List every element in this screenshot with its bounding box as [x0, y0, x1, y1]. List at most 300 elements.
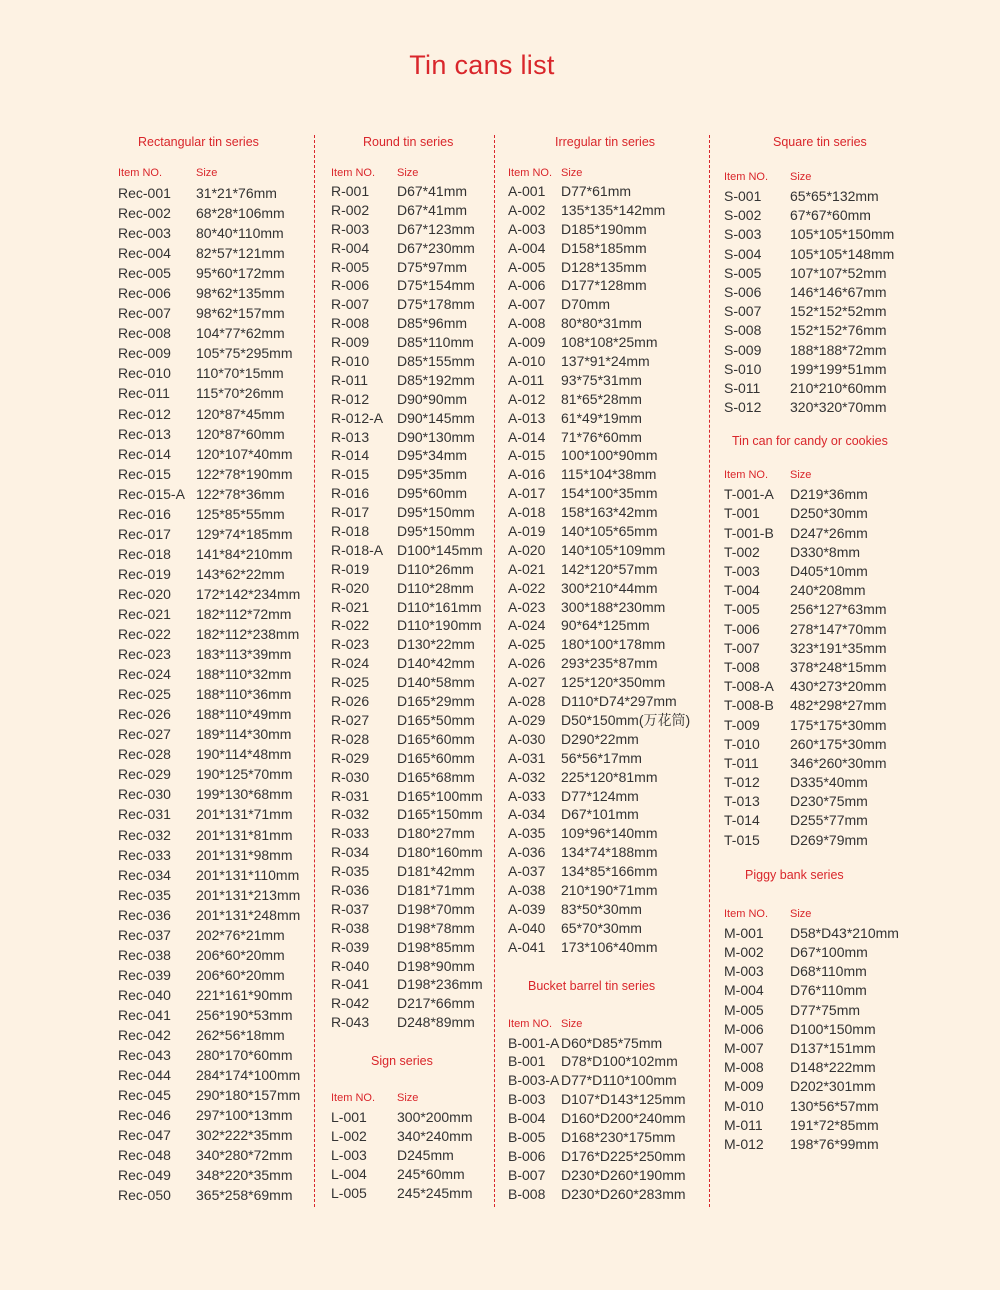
table-row	[118, 1065, 300, 1085]
table-row	[118, 584, 300, 604]
table-row	[118, 865, 300, 885]
table-row	[508, 843, 690, 862]
item-size: 482*298*27mm	[790, 697, 887, 714]
item-size: D255*77mm	[790, 812, 868, 829]
item-number: M-008	[724, 1059, 764, 1076]
item-size: 201*131*71mm	[196, 806, 293, 823]
item-number: R-037	[331, 900, 370, 917]
item-number: M-012	[724, 1135, 764, 1152]
table-row	[508, 824, 690, 843]
table-header	[508, 1018, 690, 1032]
section-title: Bucket barrel tin series	[528, 978, 656, 993]
item-number: R-039	[331, 938, 370, 955]
item-size: 365*258*69mm	[196, 1187, 293, 1204]
round-tin-series	[331, 135, 483, 1032]
item-size: 190*125*70mm	[196, 766, 293, 783]
item-size: D290*22mm	[561, 730, 639, 747]
section-title: Irregular tin series	[555, 135, 656, 149]
header-item-no: Item NO.	[724, 469, 769, 482]
item-size: 105*105*148mm	[790, 245, 895, 262]
item-number: R-025	[331, 674, 370, 691]
item-number: A-033	[508, 787, 546, 804]
table-row	[331, 371, 483, 390]
item-size: 135*135*142mm	[561, 201, 666, 218]
table-row	[331, 428, 483, 447]
item-size: 158*163*42mm	[561, 504, 658, 521]
item-size: D181*42mm	[397, 863, 475, 880]
table-row	[724, 677, 899, 696]
item-number: Rec-040	[118, 986, 171, 1003]
item-number: A-029	[508, 711, 546, 728]
column-divider	[709, 135, 710, 1207]
table-row	[331, 843, 483, 862]
table-row	[724, 735, 899, 754]
item-size: 175*175*30mm	[790, 716, 887, 733]
table-row	[724, 1077, 899, 1096]
item-number: A-039	[508, 900, 546, 917]
item-size: D110*28mm	[397, 579, 474, 596]
item-size: 245*60mm	[397, 1165, 465, 1182]
item-number: S-010	[724, 360, 762, 377]
table-row	[724, 581, 899, 600]
item-size: 93*75*31mm	[561, 371, 642, 388]
table-row	[508, 276, 690, 295]
table-row	[118, 444, 300, 464]
item-number: B-007	[508, 1166, 546, 1183]
item-size: D67*100mm	[790, 944, 868, 960]
item-number: Rec-042	[118, 1026, 171, 1043]
item-size: D77*D110*100mm	[561, 1072, 677, 1089]
item-size: D90*90mm	[397, 390, 468, 407]
table-row	[331, 1108, 483, 1127]
item-size: D198*70mm	[397, 900, 475, 917]
table-row	[118, 203, 300, 223]
table-row	[331, 919, 483, 938]
item-number: S-009	[724, 341, 762, 358]
item-size: D68*110mm	[790, 963, 867, 980]
item-number: A-030	[508, 730, 546, 747]
item-size: 68*28*106mm	[196, 205, 285, 222]
item-number: T-008-B	[724, 697, 774, 714]
item-number: A-031	[508, 749, 546, 766]
item-size: D78*D100*102mm	[561, 1053, 678, 1070]
item-number: Rec-010	[118, 365, 171, 382]
table-row	[118, 804, 300, 824]
table-row	[508, 635, 690, 654]
item-number: R-031	[331, 787, 370, 804]
square-tin-series	[724, 135, 899, 417]
table-row	[724, 773, 899, 792]
table-row	[118, 965, 300, 985]
table-row	[331, 692, 483, 711]
item-number: B-003-A	[508, 1072, 560, 1089]
item-number: S-005	[724, 264, 762, 281]
item-size: 284*174*100mm	[196, 1067, 301, 1084]
table-row	[508, 673, 690, 692]
table-row	[724, 754, 899, 773]
item-size: 198*76*99mm	[790, 1135, 879, 1152]
item-size: 154*100*35mm	[561, 485, 658, 502]
item-number: A-028	[508, 693, 546, 710]
item-size: D70mm	[561, 296, 611, 313]
item-size: 201*131*110mm	[196, 866, 300, 883]
column-divider	[494, 135, 495, 1207]
item-number: M-004	[724, 982, 764, 999]
item-size: 80*40*110mm	[196, 225, 284, 242]
table-row	[118, 684, 300, 704]
item-number: Rec-039	[118, 966, 171, 983]
item-number: Rec-048	[118, 1147, 171, 1164]
item-size: D219*36mm	[790, 486, 868, 503]
item-size: D198*85mm	[397, 938, 475, 955]
table-header	[508, 167, 690, 181]
table-row	[508, 1071, 690, 1090]
item-size: 152*152*52mm	[790, 303, 887, 320]
item-size: 125*85*55mm	[196, 505, 285, 522]
table-row	[508, 409, 690, 428]
item-size: D50*150mm(万花筒)	[561, 711, 691, 728]
item-size: D198*236mm	[397, 976, 483, 993]
item-size: 31*21*76mm	[196, 185, 277, 201]
item-number: A-027	[508, 674, 546, 691]
item-number: Rec-020	[118, 585, 171, 602]
column-round	[331, 135, 483, 1203]
item-number: Rec-033	[118, 846, 171, 863]
item-number: Rec-022	[118, 626, 171, 643]
item-size: D77*75mm	[790, 1001, 861, 1018]
table-row	[508, 616, 690, 635]
item-size: D67*41mm	[397, 201, 468, 218]
table-row	[508, 390, 690, 409]
table-row	[724, 562, 899, 581]
item-size: D110*161mm	[397, 598, 482, 615]
item-number: L-005	[331, 1184, 367, 1201]
item-number: Rec-015-A	[118, 485, 185, 502]
item-number: R-022	[331, 617, 370, 634]
item-size: 83*50*30mm	[561, 900, 642, 917]
column-divider	[314, 135, 315, 1207]
item-size: 137*91*24mm	[561, 353, 650, 370]
table-row	[508, 654, 690, 673]
item-number: S-007	[724, 303, 762, 320]
piggy-bank-series	[724, 868, 899, 1154]
table-row	[724, 639, 899, 658]
item-size: 143*62*22mm	[196, 565, 285, 582]
item-size: 378*248*15mm	[790, 658, 887, 675]
table-row	[508, 730, 690, 749]
table-row	[118, 343, 300, 363]
table-row	[331, 673, 483, 692]
item-size: 201*131*81mm	[196, 826, 293, 843]
table-row	[508, 352, 690, 371]
item-size: 65*70*30mm	[561, 919, 642, 936]
section-title: Tin can for candy or cookies	[732, 434, 888, 449]
item-size: D85*155mm	[397, 353, 475, 370]
table-row	[508, 484, 690, 503]
item-size: D128*135mm	[561, 258, 647, 275]
item-number: R-036	[331, 881, 370, 898]
table-row	[118, 1165, 300, 1185]
table-row	[508, 787, 690, 806]
table-row	[724, 1039, 899, 1058]
item-number: A-004	[508, 239, 546, 256]
table-row	[331, 787, 483, 806]
item-size: 81*65*28mm	[561, 390, 642, 407]
item-number: T-014	[724, 812, 760, 829]
item-size: D58*D43*210mm	[790, 924, 899, 941]
table-row	[118, 1025, 300, 1045]
item-number: M-011	[724, 1116, 763, 1133]
item-number: R-015	[331, 466, 370, 483]
item-size: D76*110mm	[790, 982, 867, 999]
table-row	[508, 314, 690, 333]
item-size: D95*150mm	[397, 523, 475, 540]
item-size: 104*77*62mm	[196, 325, 285, 342]
table-row	[118, 484, 300, 504]
table-row	[508, 220, 690, 239]
item-number: R-017	[331, 504, 370, 521]
item-number: T-003	[724, 563, 760, 579]
item-size: D250*30mm	[790, 505, 868, 522]
item-number: A-014	[508, 428, 546, 445]
item-number: M-009	[724, 1078, 764, 1095]
item-size: 201*131*213mm	[196, 886, 301, 903]
item-number: A-038	[508, 881, 546, 898]
item-number: A-022	[508, 579, 546, 596]
table-row	[508, 446, 690, 465]
table-row	[118, 524, 300, 544]
item-number: B-004	[508, 1110, 546, 1127]
item-number: Rec-044	[118, 1067, 171, 1084]
item-number: R-001	[331, 183, 370, 199]
item-number: B-001	[508, 1053, 546, 1070]
item-size: 67*67*60mm	[790, 207, 871, 224]
item-size: D405*10mm	[790, 563, 868, 579]
item-number: L-001	[331, 1109, 367, 1126]
table-row	[331, 881, 483, 900]
table-row	[508, 371, 690, 390]
table-row	[508, 749, 690, 768]
item-size: D77*61mm	[561, 183, 632, 199]
table-row	[331, 768, 483, 787]
table-row	[331, 579, 483, 598]
item-number: S-011	[724, 379, 761, 396]
item-number: T-012	[724, 774, 760, 791]
item-number: R-006	[331, 277, 370, 294]
table-row	[508, 1052, 690, 1071]
item-size: D60*D85*75mm	[561, 1034, 663, 1051]
item-number: Rec-035	[118, 886, 171, 903]
item-size: D180*160mm	[397, 844, 483, 861]
item-number: R-014	[331, 447, 370, 464]
item-size: 105*75*295mm	[196, 345, 293, 362]
column-square	[724, 135, 899, 1154]
table-row	[724, 485, 899, 504]
item-number: Rec-043	[118, 1047, 171, 1064]
item-size: D177*128mm	[561, 277, 647, 294]
table-row	[331, 409, 483, 428]
table-row	[724, 245, 899, 264]
item-number: M-010	[724, 1097, 764, 1114]
item-size: D67*230mm	[397, 239, 475, 256]
item-size: 202*76*21mm	[196, 926, 285, 943]
item-size: D269*79mm	[790, 831, 868, 848]
item-number: Rec-003	[118, 225, 171, 242]
table-row	[331, 994, 483, 1013]
item-number: A-005	[508, 258, 546, 275]
item-size: D185*190mm	[561, 220, 647, 237]
table-row	[508, 1166, 690, 1185]
header-size: Size	[790, 171, 812, 183]
item-size: D95*34mm	[397, 447, 468, 464]
table-row	[118, 724, 300, 744]
table-row	[724, 981, 899, 1000]
item-size: D75*154mm	[397, 277, 475, 294]
item-size: 120*87*45mm	[196, 405, 285, 422]
item-number: R-013	[331, 428, 370, 445]
rectangular-tin-series	[118, 135, 300, 1205]
table-row	[724, 1001, 899, 1020]
item-size: D75*178mm	[397, 296, 475, 313]
item-size: 142*120*57mm	[561, 560, 658, 577]
table-row	[331, 182, 483, 201]
table-row	[724, 831, 899, 850]
item-number: A-011	[508, 371, 545, 388]
item-size: D110*26mm	[397, 560, 474, 577]
table-row	[724, 283, 899, 302]
table-header	[724, 908, 899, 922]
item-size: D180*27mm	[397, 825, 475, 842]
item-number: T-001	[724, 505, 760, 522]
table-header	[331, 1092, 483, 1106]
item-size: 125*120*350mm	[561, 674, 666, 691]
table-row	[118, 323, 300, 343]
item-number: A-023	[508, 598, 546, 615]
item-size: 290*180*157mm	[196, 1087, 301, 1104]
table-row	[331, 333, 483, 352]
item-number: A-025	[508, 636, 546, 653]
item-size: 180*100*178mm	[561, 636, 666, 653]
table-row	[724, 360, 899, 379]
header-item-no: Item NO.	[508, 167, 553, 179]
table-row	[331, 711, 483, 730]
item-size: D181*71mm	[397, 881, 475, 898]
table-row	[508, 1147, 690, 1166]
item-number: S-008	[724, 322, 762, 339]
table-row	[331, 635, 483, 654]
column-irregular	[508, 135, 690, 1204]
item-number: R-009	[331, 334, 370, 351]
table-row	[118, 644, 300, 664]
item-size: D217*66mm	[397, 995, 475, 1012]
item-size: D165*29mm	[397, 693, 475, 710]
table-row	[724, 792, 899, 811]
item-size: 122*78*190mm	[196, 465, 293, 482]
item-number: A-001	[508, 183, 546, 199]
item-number: Rec-017	[118, 525, 171, 542]
item-size: D230*75mm	[790, 793, 868, 810]
table-row	[724, 504, 899, 523]
item-size: 100*100*90mm	[561, 447, 658, 464]
item-number: A-010	[508, 353, 546, 370]
item-size: D67*41mm	[397, 183, 468, 199]
item-number: R-020	[331, 579, 370, 596]
item-size: 129*74*185mm	[196, 525, 293, 542]
table-row	[118, 784, 300, 804]
item-size: 348*220*35mm	[196, 1167, 293, 1184]
table-row	[331, 522, 483, 541]
item-number: Rec-030	[118, 786, 171, 803]
item-size: D95*35mm	[397, 466, 468, 483]
item-number: Rec-018	[118, 545, 171, 562]
table-row	[118, 183, 300, 203]
table-row	[331, 616, 483, 635]
item-number: Rec-016	[118, 505, 171, 522]
table-row	[508, 1128, 690, 1147]
item-number: R-019	[331, 560, 370, 577]
item-number: R-012	[331, 390, 370, 407]
item-number: T-015	[724, 831, 760, 848]
item-size: 108*108*25mm	[561, 334, 658, 351]
table-row	[118, 845, 300, 865]
table-row	[118, 283, 300, 303]
table-row	[508, 881, 690, 900]
item-number: R-021	[331, 598, 370, 615]
item-size: 182*112*72mm	[196, 605, 292, 622]
table-row	[508, 805, 690, 824]
section-title: Square tin series	[773, 135, 867, 149]
table-row	[724, 716, 899, 735]
table-row	[508, 919, 690, 938]
item-number: L-003	[331, 1146, 367, 1163]
table-row	[118, 664, 300, 684]
bucket-barrel-tin-series	[508, 979, 690, 1204]
item-number: Rec-009	[118, 345, 171, 362]
item-number: R-007	[331, 296, 370, 313]
item-number: Rec-027	[118, 726, 171, 743]
table-row	[331, 503, 483, 522]
table-row	[508, 560, 690, 579]
table-row	[508, 428, 690, 447]
item-number: M-006	[724, 1020, 764, 1037]
table-row	[118, 1145, 300, 1165]
table-row	[508, 1090, 690, 1109]
item-size: 191*72*85mm	[790, 1116, 879, 1133]
item-size: 210*190*71mm	[561, 881, 658, 898]
item-size: 278*147*70mm	[790, 620, 887, 637]
item-size: 199*130*68mm	[196, 786, 293, 803]
table-row	[331, 239, 483, 258]
item-size: 245*245mm	[397, 1184, 473, 1201]
table-header	[118, 167, 300, 181]
table-row	[724, 1058, 899, 1077]
item-number: R-011	[331, 371, 369, 388]
table-row	[331, 295, 483, 314]
table-row	[331, 352, 483, 371]
item-number: R-030	[331, 768, 370, 785]
table-row	[118, 363, 300, 383]
item-size: 98*62*135mm	[196, 285, 285, 302]
item-size: D67*101mm	[561, 806, 639, 823]
item-number: A-035	[508, 825, 546, 842]
item-number: A-041	[508, 938, 546, 955]
table-row	[118, 905, 300, 925]
item-number: Rec-012	[118, 405, 171, 422]
table-row	[331, 390, 483, 409]
item-number: Rec-041	[118, 1006, 171, 1023]
item-size: 134*85*166mm	[561, 863, 658, 880]
table-row	[331, 1184, 483, 1203]
